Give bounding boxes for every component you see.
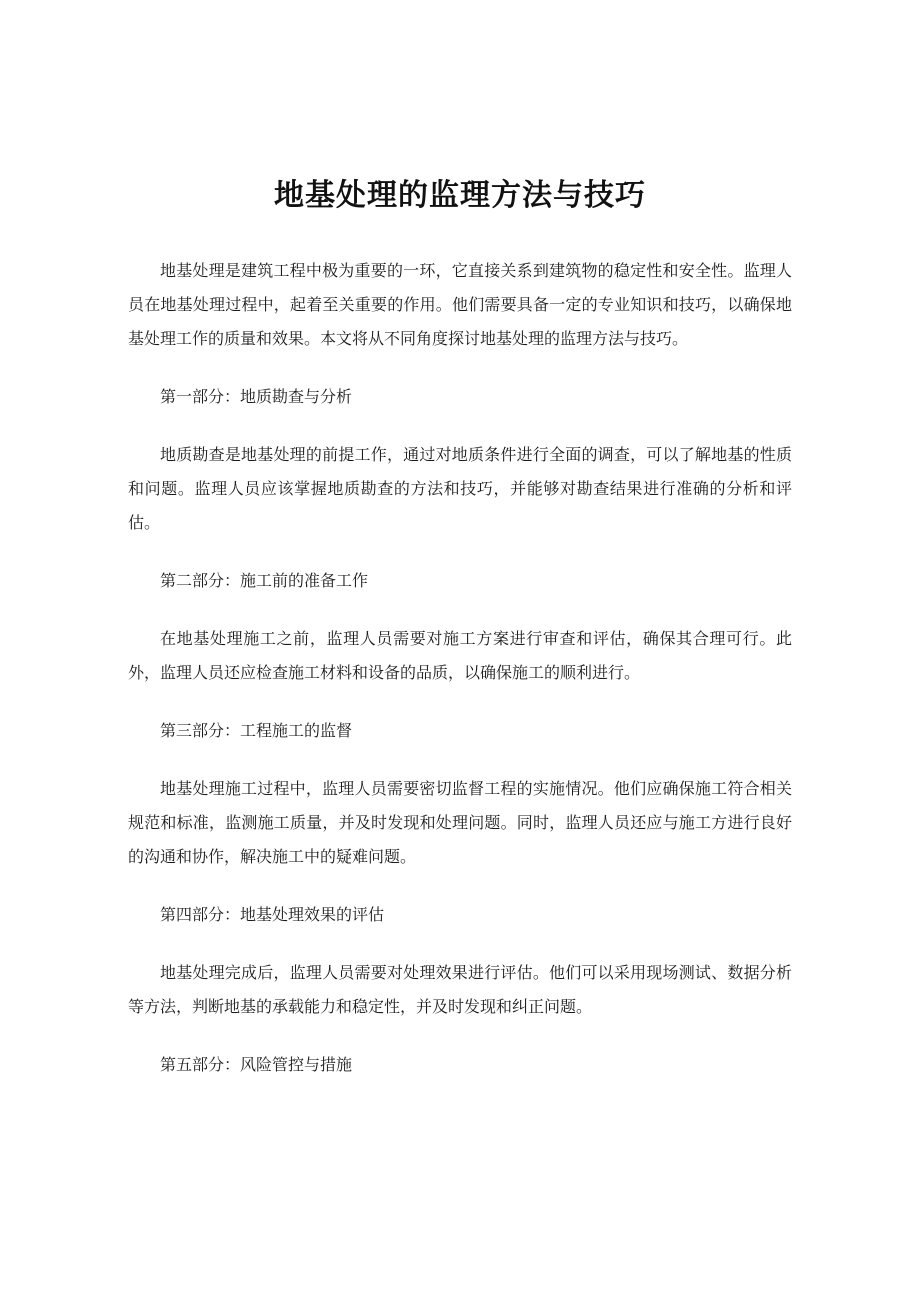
- document-title: 地基处理的监理方法与技巧: [274, 178, 646, 213]
- section-heading-1: 第一部分：地质勘查与分析: [160, 387, 353, 406]
- section-paragraph-2: 在地基处理施工之前，监理人员需要对施工方案进行审查和评估，确保其合理可行。此外，监理人员还应检查施工材料和设备的品质，以确保施工的顺利进行。: [128, 629, 792, 682]
- section-heading-4: 第四部分：地基处理效果的评估: [160, 905, 385, 924]
- section-heading-2: 第二部分：施工前的准备工作: [160, 571, 369, 590]
- intro-paragraph: 地基处理是建筑工程中极为重要的一环，它直接关系到建筑物的稳定性和安全性。监理人员在地基处理过程中，起着至关重要的作用。他们需要具备一定的专业知识和技巧，以确保地基处理工作的质量和效果。本文将从不同角度探讨地基处理的监理方法与技巧。: [128, 261, 792, 348]
- section-paragraph-4: 地基处理完成后，监理人员需要对处理效果进行评估。他们可以采用现场测试、数据分析等方法，判断地基的承载能力和稳定性，并及时发现和纠正问题。: [128, 963, 792, 1016]
- section-heading-5: 第五部分：风险管控与措施: [160, 1055, 353, 1074]
- section-heading-3: 第三部分：工程施工的监督: [160, 721, 353, 740]
- section-paragraph-1: 地质勘查是地基处理的前提工作，通过对地质条件进行全面的调查，可以了解地基的性质和问题。监理人员应该掌握地质勘查的方法和技巧，并能够对勘查结果进行准确的分析和评估。: [128, 445, 792, 532]
- section-paragraph-3: 地基处理施工过程中，监理人员需要密切监督工程的实施情况。他们应确保施工符合相关规范和标准，监测施工质量，并及时发现和处理问题。同时，监理人员还应与施工方进行良好的沟通和协作，解决施工中的疑难问题。: [128, 779, 792, 866]
